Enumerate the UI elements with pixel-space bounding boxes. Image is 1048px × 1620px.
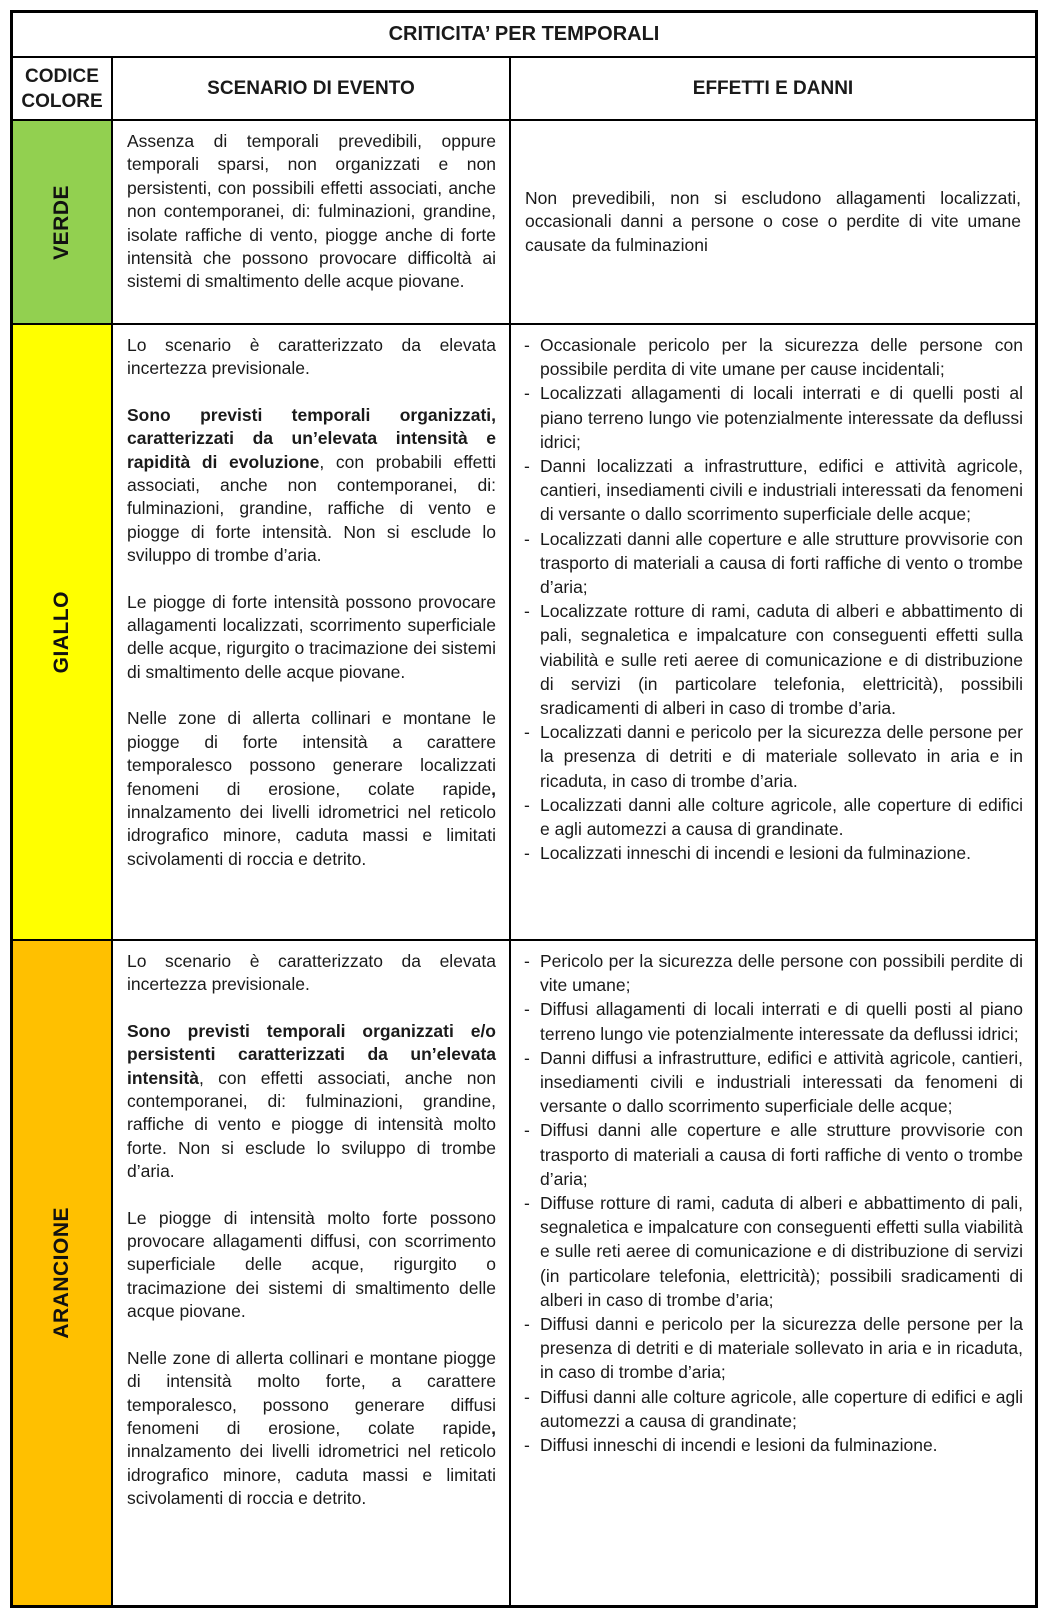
effects-cell-giallo: [511, 325, 1035, 939]
effects-bullet-item: - Localizzati danni alle colture agricole, alle coperture di edifici e agli automezzi a causa di grandinate.: [524, 794, 1023, 840]
effects-bullet-item: - Diffusi danni alle coperture e alle strutture provvisorie con trasporto di materiali a causa di forti raffiche di vento o trombe d’aria;: [524, 1120, 1023, 1189]
scenario-cell-giallo: Lo scenario è caratterizzato da elevata incertezza previsionale. Sono previsti temporali organizzati, caratterizzati da un’elevata intensità e rapidità di evoluzione, con probabili effetti associati, anche non contemporanei, di: fulminazioni, grandine, raffiche di vento e piogge di forte intensità. Non si esclude lo sviluppo di trombe d’aria. Le piogge di forte intensità possono provocare allagamenti localizzati, scorrimento superficiale delle acque, rigurgito o tracimazione dei sistemi di smaltimento delle acque piovane. Nelle zone di allerta collinari e montane le piogge di forte intensità a carattere temporalesco possono generare localizzati fenomeni di erosione, colate rapide, innalzamento dei livelli idrometrici nel reticolo idrografico minore, caduta massi e limitati scivolamenti di roccia e detrito.: [113, 325, 509, 939]
effects-cell-arancione: [511, 941, 1035, 1605]
table-title: CRITICITA’ PER TEMPORALI: [13, 13, 1035, 56]
column-header-codice-colore: CODICE COLORE: [13, 58, 111, 119]
effects-cell-verde: Non prevedibili, non si escludono allagamenti localizzati, occasionali danni a persone o cose o perdite di vite umane causate da fulminazioni: [511, 121, 1035, 323]
code-cell-arancione: [13, 941, 111, 1605]
effects-bullet-item: - Localizzati inneschi di incendi e lesioni da fulminazione.: [524, 843, 971, 864]
scenario-cell-verde: Assenza di temporali prevedibili, oppure temporali sparsi, non organizzati e non persistenti, con possibili effetti associati, anche non contemporanei, di: fulminazioni, grandine, isolate raffiche di vento, piogge anche di forte intensità che possono provocare difficoltà ai sistemi di smaltimento delle acque piovane.: [113, 121, 509, 323]
effects-bullet-item: - Localizzati danni e pericolo per la sicurezza delle persone per la presenza di detriti e di materiale sollevato in aria e in ricaduta, in caso di trombe d’aria.: [524, 722, 1023, 791]
code-label-arancione: ARANCIONE: [50, 1207, 73, 1339]
code-label-verde: VERDE: [50, 184, 73, 260]
effects-bullet-item: - Danni diffusi a infrastrutture, edifici e attività agricole, cantieri, insediamenti civili e industriali interessati da fenomeni di versante o dallo scorrimento superficiale delle acque;: [524, 1047, 1023, 1117]
effects-bullet-item: - Localizzati danni alle coperture e alle strutture provvisorie con trasporto di materiali a causa di forti raffiche di vento o trombe d’aria;: [524, 528, 1023, 598]
code-cell-giallo: [13, 325, 111, 939]
code-label-giallo: GIALLO: [50, 590, 73, 674]
effects-bullet-item: - Pericolo per la sicurezza delle persone con possibili perdite di vite umane;: [524, 951, 1023, 996]
effects-bullet-item: - Diffuse rotture di rami, caduta di alberi e abbattimento di pali, segnaletica e impalcature con conseguenti effetti sulla viabilità e sulle reti aeree di comunicazione e di distribuzione di servizi (in particolare telefonia, elettricità); possibili sradicamenti di alberi in caso di trombe d’aria;: [524, 1193, 1023, 1310]
effects-bullet-item: - Diffusi danni e pericolo per la sicurezza delle persone per la presenza di detriti e di materiale sollevato in aria e in ricaduta, in caso di trombe d’aria;: [524, 1314, 1023, 1383]
column-header-effetti-e-danni: EFFETTI E DANNI: [511, 58, 1035, 119]
effects-bullet-item: - Occasionale pericolo per la sicurezza delle persone con possibile perdita di vite umane per cause incidentali;: [524, 335, 1023, 380]
effects-bullet-item: - Localizzati allagamenti di locali interrati e di quelli posti al piano terreno lungo vie potenzialmente interessate da deflussi idrici;: [524, 383, 1023, 452]
scenario-cell-arancione: Lo scenario è caratterizzato da elevata incertezza previsionale. Sono previsti temporali organizzati e/o persistenti caratterizzati da un’elevata intensità, con effetti associati, anche non contemporanei, di: fulminazioni, grandine, raffiche di vento e piogge di intensità molto forte. Non si esclude lo sviluppo di trombe d’aria. Le piogge di intensità molto forte possono provocare allagamenti diffusi, con scorrimento superficiale delle acque, rigurgito o tracimazione dei sistemi di smaltimento delle acque piovane. Nelle zone di allerta collinari e montane piogge di intensità molto forte, a carattere temporalesco, possono generare diffusi fenomeni di erosione, colate rapide, innalzamento dei livelli idrometrici nel reticolo idrografico minore, caduta massi e limitati scivolamenti di roccia e detrito.: [113, 941, 509, 1605]
column-header-scenario-di-evento: SCENARIO DI EVENTO: [113, 58, 509, 119]
effects-bullet-item: - Diffusi inneschi di incendi e lesioni da fulminazione.: [524, 1435, 938, 1456]
effects-bullet-item: - Localizzate rotture di rami, caduta di alberi e abbattimento di pali, segnaletica e impalcature con conseguenti effetti sulla viabilità e sulle reti aeree di comunicazione e di distribuzione di servizi (in particolare telefonia, elettricità), possibili sradicamenti di alberi in caso di trombe d’aria.: [524, 601, 1023, 719]
criticita-temporali-table: [10, 10, 1038, 1608]
effects-bullet-item: - Diffusi danni alle colture agricole, alle coperture di edifici e agli automezzi a causa di grandinate;: [524, 1386, 1023, 1431]
effects-bullet-item: - Danni localizzati a infrastrutture, edifici e attività agricole, cantieri, insediamenti civili e industriali interessati da fenomeni di versante o dallo scorrimento superficiale delle acque;: [524, 456, 1023, 525]
code-cell-verde: [13, 121, 111, 323]
effects-bullet-item: - Diffusi allagamenti di locali interrati e di quelli posti al piano terreno lungo vie potenzialmente interessate da deflussi idrici;: [524, 999, 1023, 1044]
